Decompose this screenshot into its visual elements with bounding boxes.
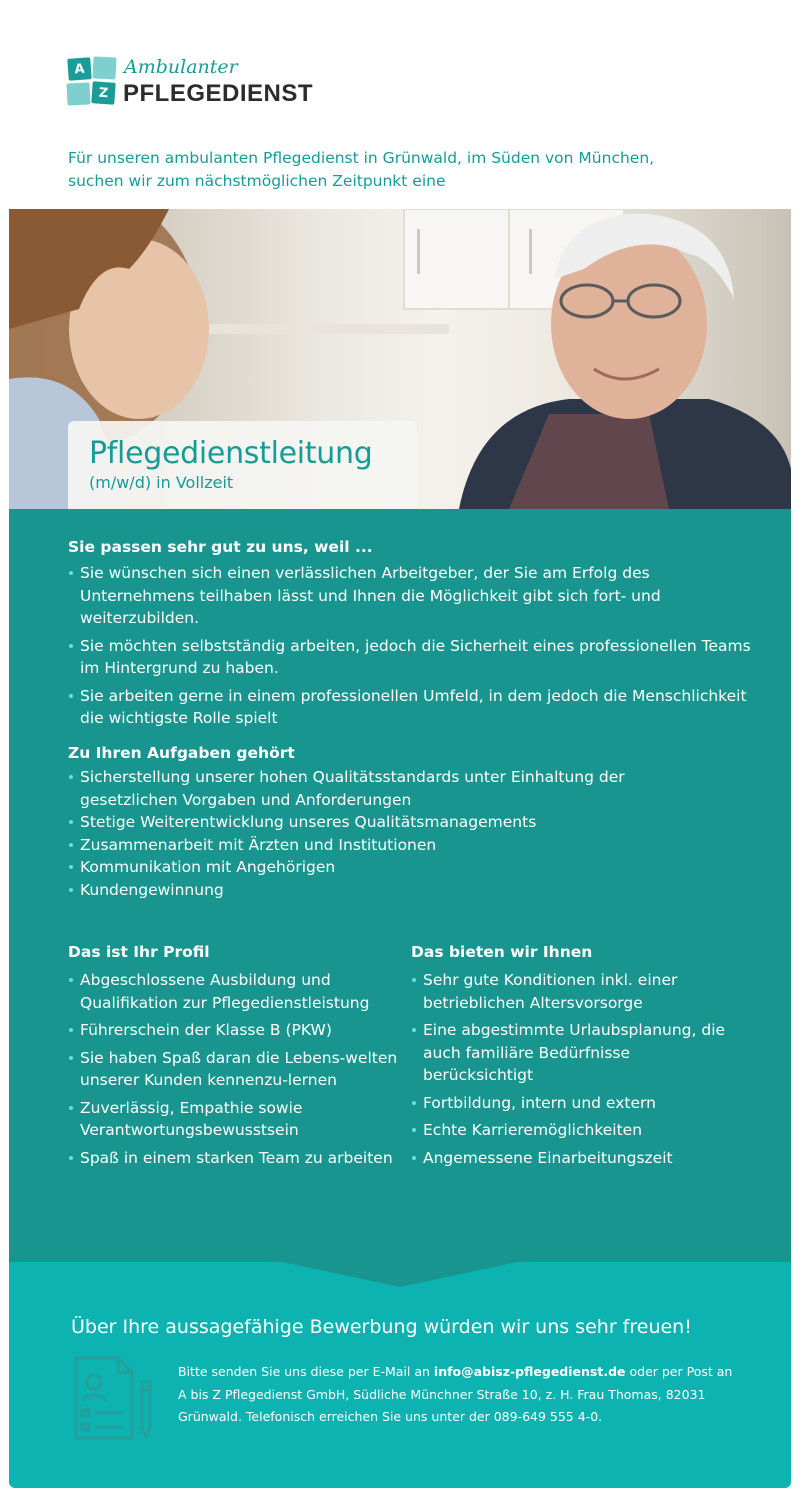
section-heading-tasks: Zu Ihren Aufgaben gehört: [68, 744, 295, 762]
list-item: Spaß in einem starken Team zu arbeiten: [68, 1147, 398, 1170]
intro-text: [68, 147, 748, 193]
job-title: Pflegedienstleitung: [89, 436, 373, 471]
list-item: Zusammenarbeit mit Ärzten und Institutionen: [68, 834, 708, 857]
list-item: Echte Karrieremöglichkeiten: [411, 1119, 741, 1142]
list-item: Abgeschlossene Ausbildung und Qualifikation zur Pflegedienstleistung: [68, 969, 398, 1014]
logo-letter-a: A: [67, 57, 91, 81]
section-divider-chevron: [0, 1261, 800, 1291]
list-item: Sehr gute Konditionen inkl. einer betrieblichen Altersvorsorge: [411, 969, 741, 1014]
contact-info: [178, 1361, 738, 1429]
intro-line: Für unseren ambulanten Pflegedienst in Grünwald, im Süden von München,: [68, 149, 655, 167]
list-item: Stetige Weiterentwicklung unseres Qualitätsmanagements: [68, 811, 708, 834]
job-title-card: [68, 421, 417, 509]
application-document-icon: [70, 1354, 160, 1442]
list-item: Zuverlässig, Empathie sowie Verantwortungsbewusstsein: [68, 1097, 398, 1142]
company-logo: [66, 56, 314, 108]
section-heading-profile: Das ist Ihr Profil: [68, 943, 210, 961]
contact-text: oder per Post an A bis Z Pflegedienst GmbH, Südliche Münchner Straße 10, z. H. Frau Thomas, 82031 Grünwald. Telefonisch erreichen Sie uns unter der 089-649 555 4-0.: [178, 1364, 733, 1424]
email-link[interactable]: info@abisz-pflegedienst.de: [433, 1364, 626, 1379]
list-item: Eine abgestimmte Urlaubsplanung, die auch familiäre Bedürfnisse berücksichtigt: [411, 1019, 741, 1087]
offer-list: [411, 969, 741, 1174]
list-item: Angemessene Einarbeitungszeit: [411, 1147, 741, 1170]
list-item: Führerschein der Klasse B (PKW): [68, 1019, 398, 1042]
fit-list: [68, 562, 758, 735]
logo-letter-z: Z: [91, 81, 115, 105]
job-subtitle: (m/w/d) in Vollzeit: [89, 473, 234, 492]
logo-script-text: Ambulanter: [124, 56, 238, 78]
list-item: Sie haben Spaß daran die Lebens-welten unserer Kunden kennenzu-lernen: [68, 1047, 398, 1092]
tasks-list: [68, 766, 708, 901]
list-item: Sie möchten selbstständig arbeiten, jedoch die Sicherheit eines professionellen Teams im Hintergrund zu haben.: [68, 635, 758, 680]
section-heading-fit: Sie passen sehr gut zu uns, weil ...: [68, 538, 373, 556]
list-item: Kundengewinnung: [68, 879, 708, 902]
section-heading-offer: Das bieten wir Ihnen: [411, 943, 593, 961]
list-item: Sicherstellung unserer hohen Qualitätsstandards unter Einhaltung der gesetzlichen Vorgaben und Anforderungen: [68, 766, 708, 811]
logo-block-light: [66, 82, 90, 105]
list-item: Sie arbeiten gerne in einem professionellen Umfeld, in dem jedoch die Menschlichkeit die wichtigste Rolle spielt: [68, 685, 758, 730]
list-item: Fortbildung, intern und extern: [411, 1092, 741, 1115]
closing-headline: Über Ihre aussagefähige Bewerbung würden wir uns sehr freuen!: [71, 1316, 692, 1338]
list-item: Sie wünschen sich einen verlässlichen Arbeitgeber, der Sie am Erfolg des Unternehmens teilhaben lässt und Ihnen die Möglichkeit gibt sich fort- und weiterzubilden.: [68, 562, 758, 630]
list-item: Kommunikation mit Angehörigen: [68, 856, 708, 879]
intro-line: suchen wir zum nächstmöglichen Zeitpunkt eine: [68, 172, 446, 190]
contact-text: Bitte senden Sie uns diese per E-Mail an: [178, 1364, 434, 1379]
profile-list: [68, 969, 398, 1174]
logo-block-light: [92, 56, 116, 79]
logo-main-text: PFLEGEDIENST: [123, 80, 314, 107]
logo-blocks-icon: [66, 56, 118, 108]
